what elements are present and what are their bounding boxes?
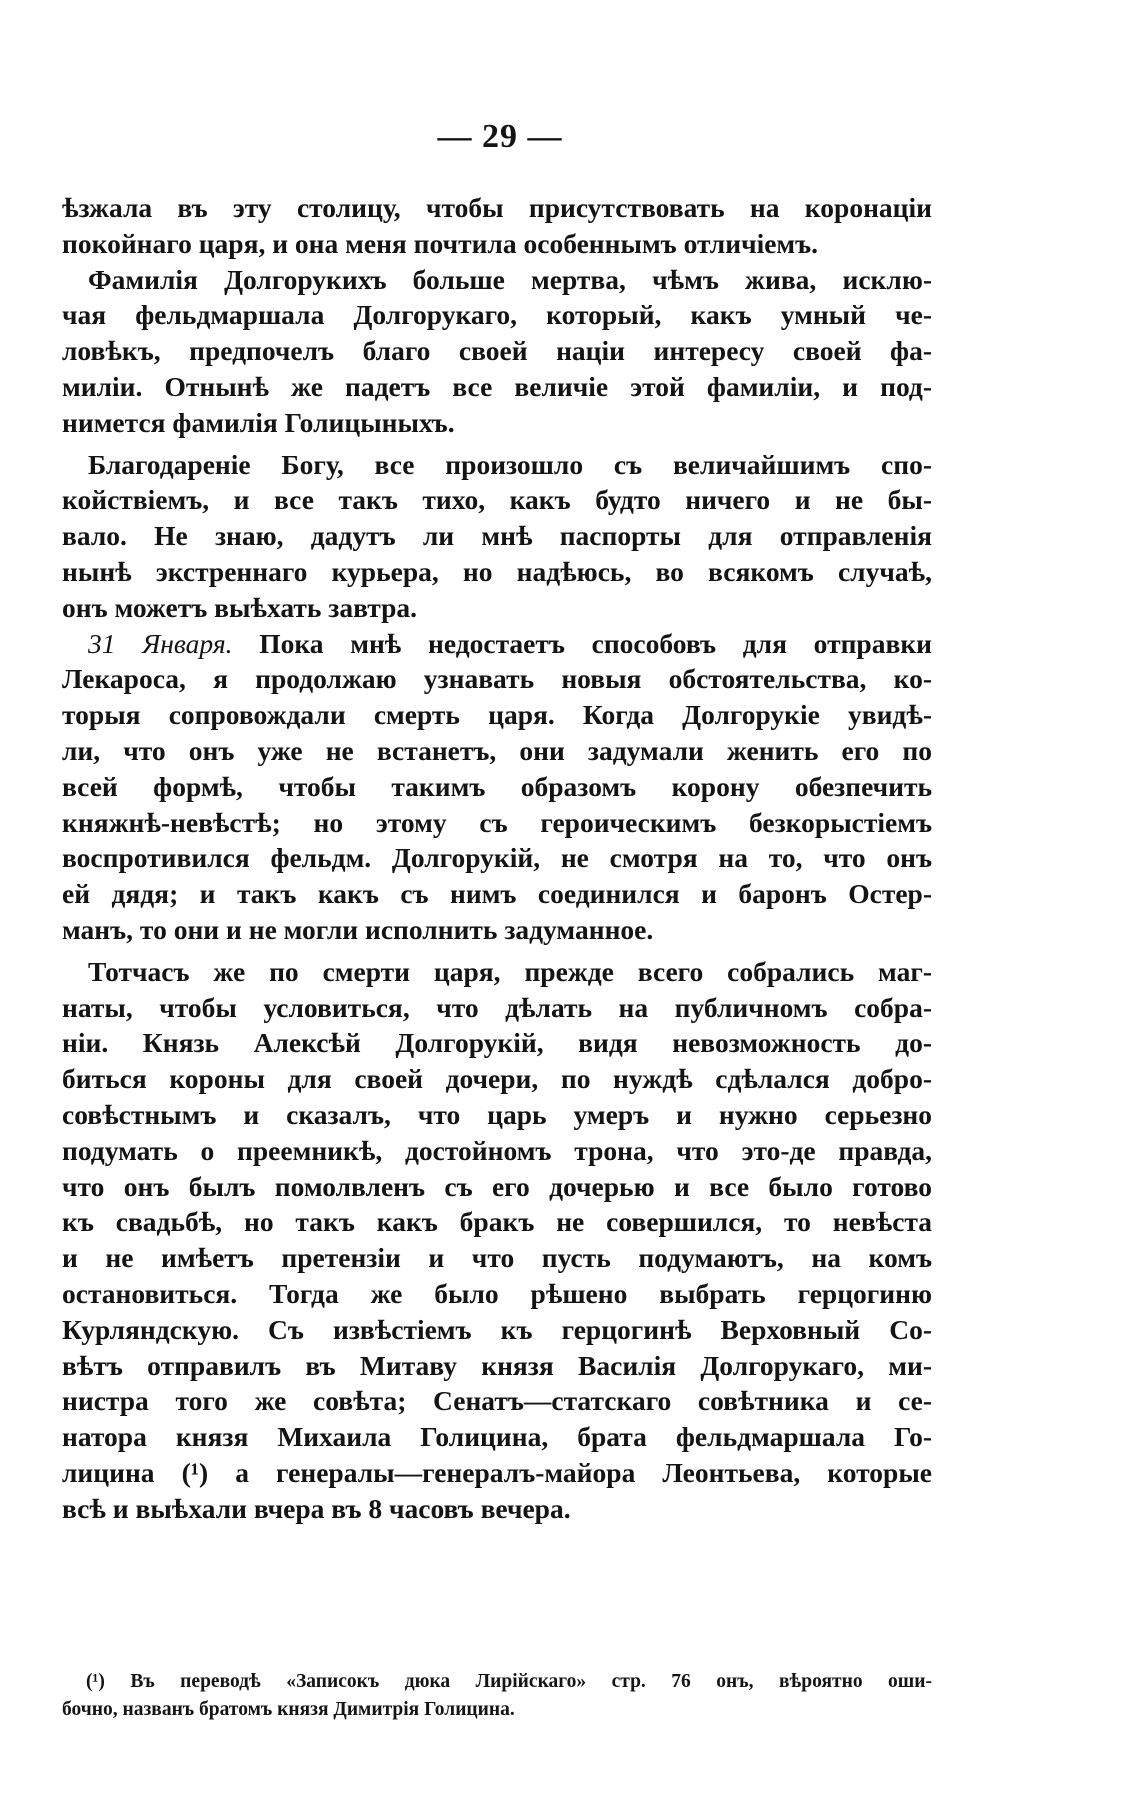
- text-line: Лекароса, я продолжаю узнавать новыя обстоятельства, ко-: [62, 663, 932, 695]
- text-line: нынѣ экстреннаго курьера, но надѣюсь, во всякомъ случаѣ,: [62, 555, 932, 587]
- text-line: ѣзжала въ эту столицу, чтобы присутствовать на коронаціи: [62, 192, 932, 223]
- text-line: натора князя Михаила Голицина, брата фельдмаршала Го-: [62, 1421, 932, 1453]
- text-line: ей дядя; и такъ какъ съ нимъ соединился и баронъ Остер-: [62, 878, 932, 910]
- text-line: чая фельдмаршала Долгорукаго, который, какъ умный че-: [62, 299, 932, 331]
- footnote: [62, 1668, 932, 1724]
- text-line: остановиться. Тогда же было рѣшено выбрать герцогиню: [62, 1277, 932, 1309]
- footnote-line: бочно, названъ братомъ князя Димитрія Голицина.: [62, 1699, 515, 1720]
- text-line: ли, что онъ уже не встанетъ, они задумали женить его по: [62, 734, 932, 766]
- text-line: ніи. Князь Алексѣй Долгорукій, видя невозможность до-: [62, 1027, 932, 1059]
- text-line: что онъ былъ помолвленъ съ его дочерью и все было готово: [62, 1170, 932, 1202]
- text-line: Благодареніе Богу, все произошло съ величайшимъ спо-: [88, 448, 932, 480]
- text-line: и не имѣетъ претензіи и что пусть подумаютъ, на комъ: [62, 1242, 932, 1274]
- text-line: миліи. Отнынѣ же падетъ все величіе этой фамиліи, и под-: [62, 370, 932, 402]
- entry-date: 31 Января.: [88, 627, 233, 659]
- text-line: койствіемъ, и все такъ тихо, какъ будто ничего и не бы-: [62, 484, 932, 516]
- text-line: онъ можетъ выѣхать завтра.: [62, 591, 418, 623]
- text-line: совѣстнымъ и сказалъ, что царь умеръ и нужно серьезно: [62, 1098, 932, 1130]
- text-line: воспротивился фельдм. Долгорукій, не смотря на то, что онъ: [62, 842, 932, 874]
- footnote-line: (¹) Въ переводѣ «Записокъ дюка Лирійскаго» стр. 76 онъ, вѣроятно оши-: [86, 1671, 932, 1692]
- text-line: вало. Не знаю, дадутъ ли мнѣ паспорты для отправленія: [62, 520, 932, 552]
- text-line: вѣтъ отправилъ въ Митаву князя Василія Долгорукаго, ми-: [62, 1349, 932, 1381]
- body-text: [62, 190, 932, 1526]
- text-line: ловѣкъ, предпочелъ благо своей націи интересу своей фа-: [62, 335, 932, 367]
- text-line: Фамилія Долгорукихъ больше мертва, чѣмъ жива, исклю-: [88, 263, 932, 295]
- text-line: подумать о преемникѣ, достойномъ трона, что это-де правда,: [62, 1134, 932, 1166]
- text-line: всѣ и выѣхали вчера въ 8 часовъ вечера.: [62, 1492, 571, 1524]
- text-line: Курляндскую. Съ извѣстіемъ къ герцогинѣ Верховный Со-: [62, 1313, 932, 1345]
- text-line: нистра того же совѣта; Сенатъ—статскаго совѣтника и се-: [62, 1385, 932, 1417]
- text-line: Тотчасъ же по смерти царя, прежде всего собрались маг-: [88, 955, 932, 987]
- text-line: биться короны для своей дочери, по нуждѣ сдѣлался добро-: [62, 1063, 932, 1095]
- text-line: къ свадьбѣ, но такъ какъ бракъ не совершился, то невѣста: [62, 1206, 932, 1238]
- text-line-dated: [62, 626, 932, 662]
- text-line: княжнѣ-невѣстѣ; но этому съ героическимъ безкорыстіемъ: [62, 806, 932, 838]
- text-line-content: Пока мнѣ недостаетъ способовъ для отправки: [259, 627, 932, 659]
- text-line: всей формѣ, чтобы такимъ образомъ корону обезпечить: [62, 770, 932, 802]
- text-line: покойнаго царя, и она меня почтила особеннымъ отличіемъ.: [62, 227, 819, 259]
- text-line: нимется фамилія Голицыныхъ.: [62, 406, 455, 438]
- text-line: торыя сопровождали смерть царя. Когда Долгорукіе увидѣ-: [62, 699, 932, 731]
- text-line: наты, чтобы условиться, что дѣлать на публичномъ собра-: [62, 991, 932, 1023]
- text-line: манъ, то они и не могли исполнить задуманное.: [62, 913, 654, 945]
- text-line: лицина (¹) а генералы—генералъ-майора Леонтьева, которые: [62, 1456, 932, 1488]
- page-number: — 29 —: [437, 118, 563, 155]
